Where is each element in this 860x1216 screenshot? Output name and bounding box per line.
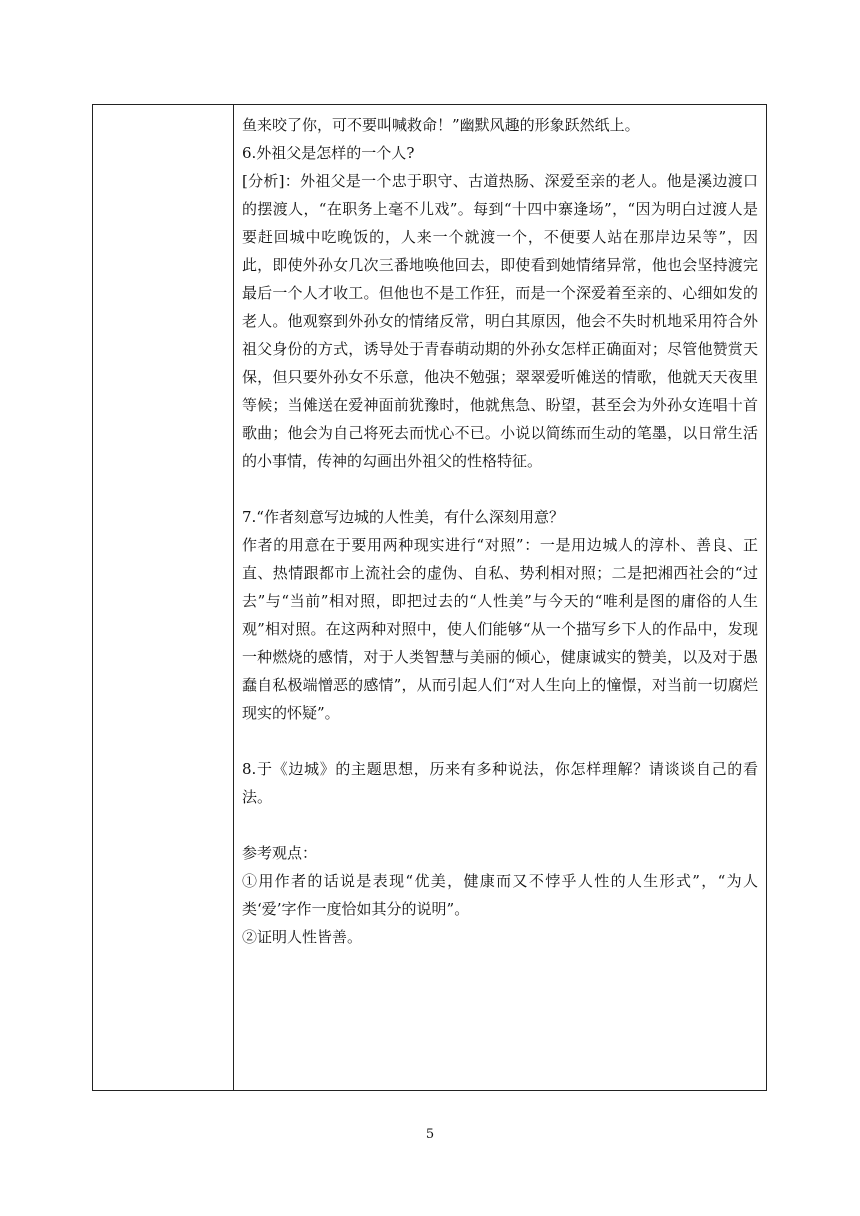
content-table xyxy=(92,104,767,1091)
page-number: 5 xyxy=(425,1127,435,1142)
analysis-6: [分析]：外祖父是一个忠于职守、古道热肠、深爱至亲的老人。他是溪边渡口的摆渡人，“在职务上毫不儿戏”。每到“十四中寨逢场”，“因为明白过渡人是要赶回城中吃晚饭的，人来一个就渡一个，不便要人站在那岸边呆等”，因此，即使外孙女几次三番地唤他回去，即使看到她情绪异常，他也会坚持渡完最后一个人才收工。但他也不是工作狂，而是一个深爱着至亲的、心细如发的老人。他观察到外孙女的情绪反常，明白其原因，他会不失时机地采用符合外祖父身份的方式，诱导处于青春萌动期的外孙女怎样正确面对；尽管他赞赏天保，但只要外孙女不乐意，他决不勉强；翠翠爱听傩送的情歌，他就天天夜里等候；当傩送在爱神面前犹豫时，他就焦急、盼望，甚至会为外孙女连唱十首歌曲；他会为自己将死去而忧心不已。小说以简练而生动的笔墨，以日常生活的小事情，传神的勾画出外祖父的性格特征。 xyxy=(242,172,758,470)
question-8: 8.于《边城》的主题思想，历来有多种说法，你怎样理解？请谈谈自己的看法。 xyxy=(242,760,758,806)
paragraph: 鱼来咬了你，可不要叫喊救命！”幽默风趣的形象跃然纸上。 xyxy=(242,116,640,134)
reference-heading: 参考观点： xyxy=(242,844,318,862)
question-7: 7.“作者刻意写边城的人性美，有什么深刻用意？ xyxy=(242,508,564,526)
question-6: 6.外祖父是怎样的一个人? xyxy=(242,144,415,162)
spacer xyxy=(242,811,758,839)
content-cell xyxy=(242,105,758,951)
column-divider xyxy=(233,105,234,1090)
spacer xyxy=(242,727,758,755)
spacer xyxy=(242,475,758,503)
viewpoint-2: ②证明人性皆善。 xyxy=(242,928,363,946)
answer-7: 作者的用意在于要用两种现实进行“对照”：一是用边城人的淳朴、善良、正直、热情跟都市上流社会的虚伪、自私、势利相对照；二是把湘西社会的“过去”与“当前”相对照，即把过去的“人性美”与今天的“唯利是图的庸俗的人生观”相对照。在这两种对照中，使人们能够“从一个描写乡下人的作品中，发现一种燃烧的感情，对于人类智慧与美丽的倾心，健康诚实的赞美，以及对于愚蠢自私极端憎恶的感情”，从而引起人们“对人生向上的憧憬，对当前一切腐烂现实的怀疑”。 xyxy=(242,536,758,722)
viewpoint-1: ①用作者的话说是表现“优美，健康而又不悖乎人性的人生形式”，“为人类‘爱’字作一度恰如其分的说明”。 xyxy=(242,872,758,918)
